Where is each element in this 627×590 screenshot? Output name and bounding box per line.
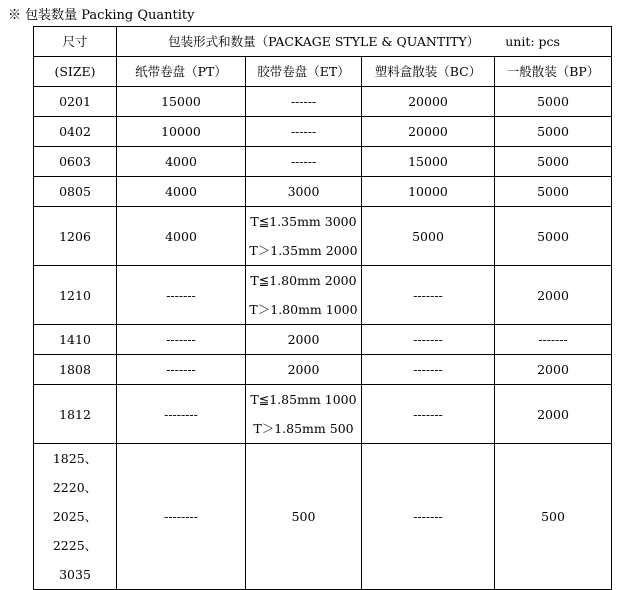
- cell-bc: -------: [362, 266, 495, 325]
- cell-line: T≦1.85mm 1000: [250, 392, 357, 407]
- table-row: [34, 355, 612, 385]
- cell-bc: 5000: [362, 207, 495, 266]
- cell-bp: -------: [495, 325, 612, 355]
- cell-line: 2025、2225、: [52, 509, 98, 553]
- cell-et: 2000: [246, 325, 362, 355]
- cell-size: [34, 444, 117, 590]
- cell-size: 0603: [34, 147, 117, 177]
- cell-et: ------: [246, 87, 362, 117]
- cell-size: 0402: [34, 117, 117, 147]
- size-sub-header: (SIZE): [34, 57, 117, 87]
- cell-et: [246, 207, 362, 266]
- cell-et: [246, 266, 362, 325]
- cell-pt: -------: [117, 325, 246, 355]
- cell-bc: -------: [362, 444, 495, 590]
- table-row: [34, 147, 612, 177]
- column-header-bp: 一般散装（BP）: [495, 57, 612, 87]
- column-header-et: 胶带卷盘（ET）: [246, 57, 362, 87]
- cell-line: 3035: [59, 567, 91, 582]
- cell-pt: 4000: [117, 207, 246, 266]
- table-row: [34, 266, 612, 325]
- cell-line: T≦1.35mm 3000: [250, 214, 357, 229]
- cell-line: T＞1.80mm 1000: [249, 302, 358, 317]
- header-row-2: [34, 57, 612, 87]
- cell-line: 1825、2220、: [52, 451, 98, 495]
- header-row-1: [34, 27, 612, 57]
- table-row: [34, 117, 612, 147]
- cell-size: 0805: [34, 177, 117, 207]
- table-row: [34, 325, 612, 355]
- cell-line: T＞1.35mm 2000: [249, 243, 358, 258]
- table-row: [34, 207, 612, 266]
- size-header: 尺寸: [34, 27, 117, 57]
- cell-pt: -------: [117, 266, 246, 325]
- cell-pt: -------: [117, 355, 246, 385]
- cell-size: 1210: [34, 266, 117, 325]
- column-header-pt: 纸带卷盘（PT）: [117, 57, 246, 87]
- table-body: [34, 27, 612, 590]
- cell-bp: 5000: [495, 87, 612, 117]
- cell-size: 1808: [34, 355, 117, 385]
- packing-quantity-table: [33, 26, 612, 590]
- cell-line: T＞1.85mm 500: [253, 421, 354, 436]
- table-row: [34, 177, 612, 207]
- cell-pt: 15000: [117, 87, 246, 117]
- cell-bc: -------: [362, 385, 495, 444]
- cell-bc: -------: [362, 355, 495, 385]
- cell-size: 1206: [34, 207, 117, 266]
- cell-pt: --------: [117, 444, 246, 590]
- cell-size: 1410: [34, 325, 117, 355]
- cell-bc: 10000: [362, 177, 495, 207]
- cell-bp: 5000: [495, 177, 612, 207]
- cell-pt: 4000: [117, 177, 246, 207]
- cell-et: 3000: [246, 177, 362, 207]
- cell-size: 0201: [34, 87, 117, 117]
- package-style-header: [117, 27, 612, 57]
- unit-label: unit: pcs: [505, 34, 560, 49]
- cell-pt: --------: [117, 385, 246, 444]
- cell-line: T≦1.80mm 2000: [250, 273, 357, 288]
- cell-pt: 10000: [117, 117, 246, 147]
- cell-et: [246, 385, 362, 444]
- cell-et: ------: [246, 147, 362, 177]
- cell-et: 2000: [246, 355, 362, 385]
- cell-et: ------: [246, 117, 362, 147]
- cell-et: 500: [246, 444, 362, 590]
- table-row: [34, 87, 612, 117]
- package-style-label: 包装形式和数量（PACKAGE STYLE & QUANTITY）: [168, 34, 480, 49]
- cell-bp: 5000: [495, 207, 612, 266]
- cell-pt: 4000: [117, 147, 246, 177]
- page-title: ※ 包装数量 Packing Quantity: [8, 8, 195, 23]
- cell-bc: 15000: [362, 147, 495, 177]
- cell-bp: 5000: [495, 117, 612, 147]
- cell-bc: -------: [362, 325, 495, 355]
- cell-bc: 20000: [362, 87, 495, 117]
- cell-bp: 2000: [495, 355, 612, 385]
- table-row: [34, 385, 612, 444]
- cell-bp: 2000: [495, 385, 612, 444]
- cell-bp: 500: [495, 444, 612, 590]
- cell-bp: 5000: [495, 147, 612, 177]
- cell-size: 1812: [34, 385, 117, 444]
- table-row: [34, 444, 612, 590]
- cell-bp: 2000: [495, 266, 612, 325]
- cell-bc: 20000: [362, 117, 495, 147]
- column-header-bc: 塑料盒散装（BC）: [362, 57, 495, 87]
